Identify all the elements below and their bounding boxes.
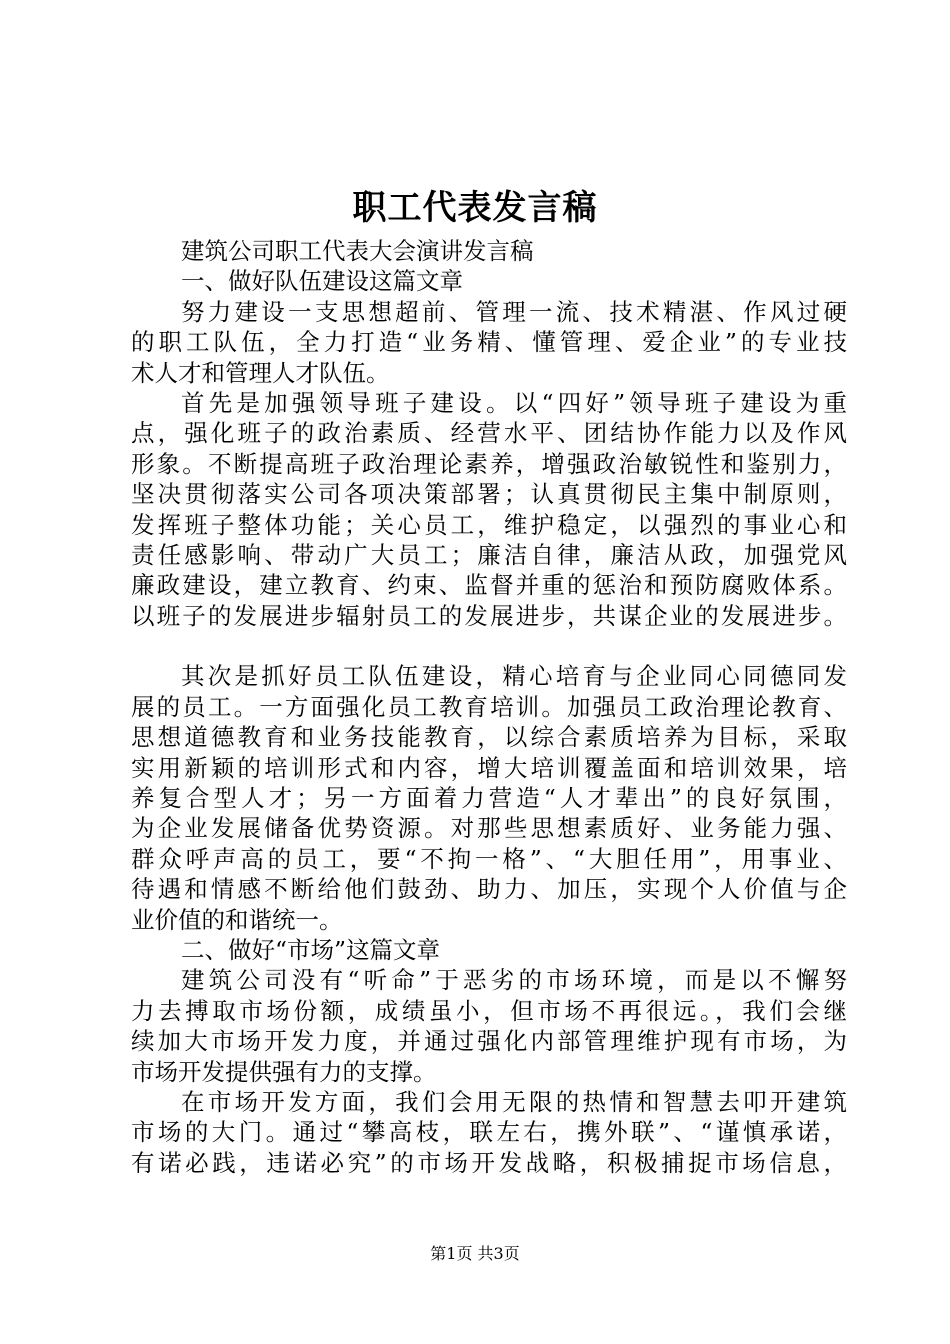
text-line: 为企业发展储备优势资源。对那些思想素质好、业务能力强、 (131, 814, 847, 843)
text-line: 一、做好队伍建设这篇文章 (181, 267, 463, 296)
text-line: 养复合型人才；另一方面着力营造“人才辈出”的良好氛围， (131, 784, 847, 813)
text-line: 思想道德教育和业务技能教育，以综合素质培养为目标，采取 (131, 723, 847, 752)
text-line: 业价值的和谐统一。 (131, 905, 343, 934)
text-line: 首先是加强领导班子建设。以“四好”领导班子建设为重 (181, 388, 847, 417)
text-line: 续加大市场开发力度，并通过强化内部管理维护现有市场，为 (131, 1027, 847, 1056)
document-body (131, 236, 847, 1178)
text-line: 的职工队伍，全力打造“业务精、懂管理、爱企业”的专业技 (131, 328, 847, 357)
text-line: 其次是抓好员工队伍建设，精心培育与企业同心同德同发 (181, 662, 847, 691)
text-line: 坚决贯彻落实公司各项决策部署；认真贯彻民主集中制原则， (131, 480, 847, 509)
blank-line (131, 631, 847, 661)
text-line: 努力建设一支思想超前、管理一流、技术精湛、作风过硬 (181, 297, 847, 326)
text-line: 廉政建设，建立教育、约束、监督并重的惩治和预防腐败体系。 (131, 571, 847, 600)
text-line: 力去搏取市场份额，成绩虽小，但市场不再很远。，我们会继 (131, 996, 847, 1025)
text-line: 有诺必践，违诺必究”的市场开发战略，积极捕捉市场信息， (131, 1148, 847, 1177)
text-line: 待遇和情感不断给他们鼓劲、助力、加压，实现个人价值与企 (131, 875, 847, 904)
text-line: 点，强化班子的政治素质、经营水平、团结协作能力以及作风 (131, 419, 847, 448)
text-line: 市场的大门。通过“攀高枝，联左右，携外联”、“谨慎承诺， (131, 1118, 847, 1147)
text-line: 形象。不断提高班子政治理论素养，增强政治敏锐性和鉴别力， (131, 449, 847, 478)
text-line: 建筑公司职工代表大会演讲发言稿 (181, 237, 534, 265)
text-line: 展的员工。一方面强化员工教育培训。加强员工政治理论教育、 (131, 692, 847, 721)
text-line: 群众呼声高的员工，要“不拘一格”、“大胆任用”，用事业、 (131, 844, 847, 873)
text-line: 以班子的发展进步辐射员工的发展进步，共谋企业的发展进步。 (131, 601, 847, 630)
page-footer: 第1页 共3页 (430, 1244, 520, 1263)
text-line: 在市场开发方面，我们会用无限的热情和智慧去叩开建筑 (181, 1087, 847, 1116)
text-line: 术人才和管理人才队伍。 (131, 358, 390, 387)
page-title: 职工代表发言稿 (352, 188, 598, 228)
text-line: 市场开发提供强有力的支撑。 (131, 1057, 437, 1086)
text-line: 建筑公司没有“听命”于恶劣的市场环境，而是以不懈努 (181, 966, 847, 995)
text-line: 发挥班子整体功能；关心员工，维护稳定，以强烈的事业心和 (131, 510, 847, 539)
text-line: 二、做好“市场”这篇文章 (181, 935, 441, 964)
text-line: 实用新颖的培训形式和内容，增大培训覆盖面和培训效果，培 (131, 753, 847, 782)
text-line: 责任感影响、带动广大员工；廉洁自律，廉洁从政，加强党风 (131, 540, 847, 569)
